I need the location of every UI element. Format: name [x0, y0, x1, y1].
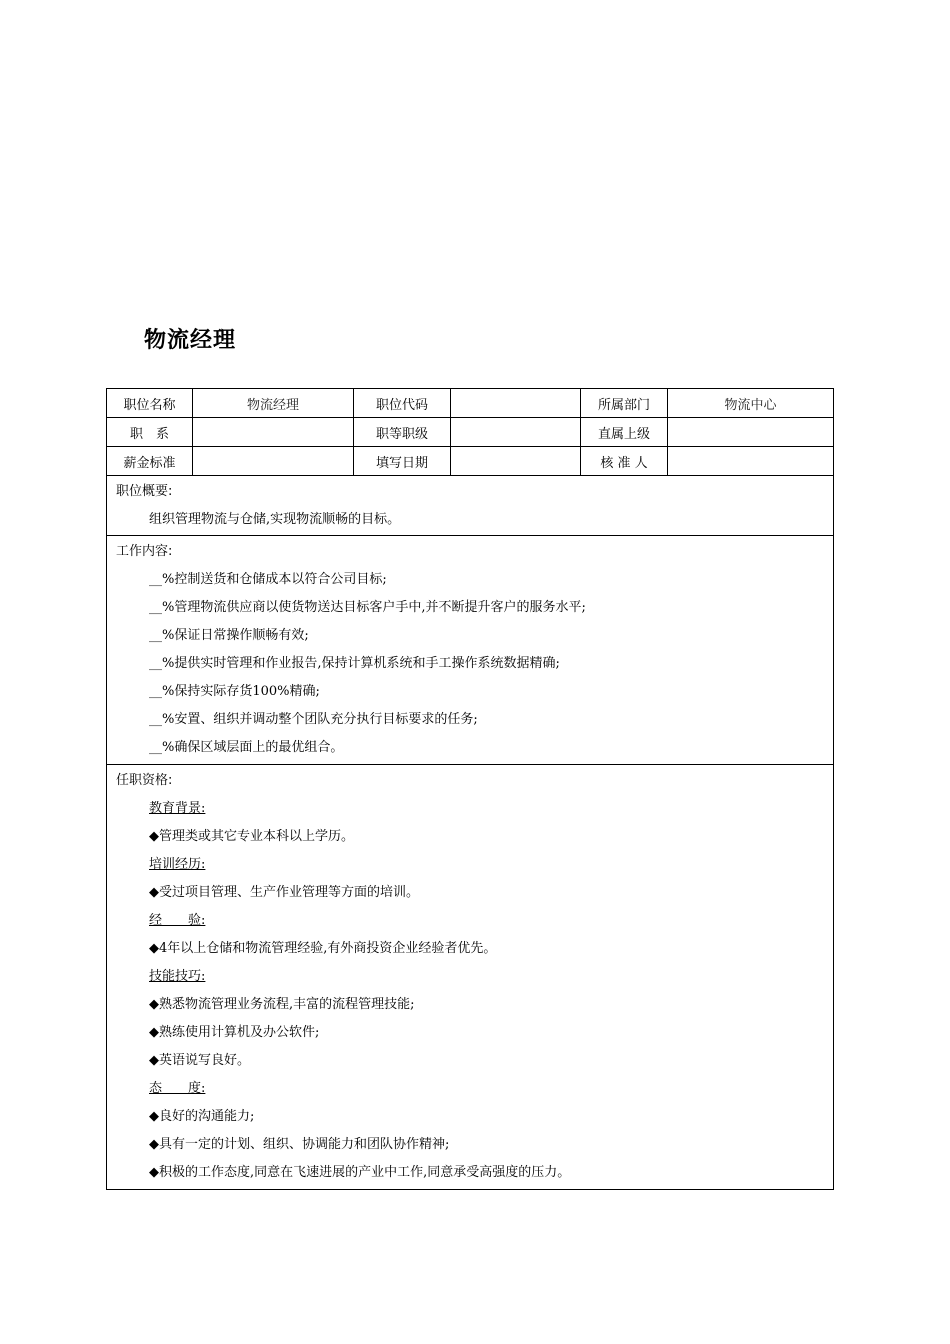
qualification-item: ◆熟练使用计算机及办公软件;	[149, 1025, 320, 1040]
work-section	[107, 536, 834, 765]
value-department: 物流中心	[668, 389, 834, 418]
job-description-table	[106, 388, 834, 1190]
work-item: __%提供实时管理和作业报告,保持计算机系统和手工操作系统数据精确;	[149, 656, 560, 671]
training-subheading: 培训经历:	[149, 857, 206, 872]
work-row	[107, 536, 834, 765]
work-item: __%确保区域层面上的最优组合。	[149, 740, 344, 755]
qualification-item: ◆积极的工作态度,同意在飞速进展的产业中工作,同意承受高强度的压力。	[149, 1165, 571, 1180]
label-position-code: 职位代码	[354, 389, 451, 418]
work-item: __%安置、组织并调动整个团队充分执行目标要求的任务;	[149, 712, 478, 727]
label-supervisor: 直属上级	[581, 418, 668, 447]
qualification-item: ◆良好的沟通能力;	[149, 1109, 255, 1124]
page-title: 物流经理	[144, 328, 237, 353]
label-grade-level: 职等职级	[354, 418, 451, 447]
qualification-item: ◆英语说写良好。	[149, 1053, 250, 1068]
experience-subheading: 经 验:	[149, 913, 206, 928]
work-heading: 工作内容:	[116, 544, 173, 559]
qualifications-heading: 任职资格:	[116, 773, 173, 788]
label-department: 所属部门	[581, 389, 668, 418]
work-item: __%保持实际存货100%精确;	[149, 684, 320, 699]
qualification-item: ◆熟悉物流管理业务流程,丰富的流程管理技能;	[149, 997, 415, 1012]
value-approver	[668, 447, 834, 476]
value-salary-standard	[193, 447, 354, 476]
qualification-item: ◆管理类或其它专业本科以上学历。	[149, 829, 354, 844]
education-subheading: 教育背景:	[149, 801, 206, 816]
qualification-item: ◆4年以上仓储和物流管理经验,有外商投资企业经验者优先。	[149, 941, 497, 956]
skills-subheading: 技能技巧:	[149, 969, 206, 984]
attitude-subheading: 态 度:	[149, 1081, 206, 1096]
value-grade-level	[451, 418, 581, 447]
header-row-1	[107, 389, 834, 418]
work-item: __%管理物流供应商以使货物送达目标客户手中,并不断提升客户的服务水平;	[149, 600, 586, 615]
qualifications-row	[107, 765, 834, 1190]
value-fill-date	[451, 447, 581, 476]
label-job-family: 职 系	[107, 418, 193, 447]
label-fill-date: 填写日期	[354, 447, 451, 476]
work-item: __%保证日常操作顺畅有效;	[149, 628, 309, 643]
label-salary-standard: 薪金标准	[107, 447, 193, 476]
label-approver: 核 准 人	[581, 447, 668, 476]
value-position-name: 物流经理	[193, 389, 354, 418]
qualification-item: ◆具有一定的计划、组织、协调能力和团队协作精神;	[149, 1137, 450, 1152]
summary-section	[107, 476, 834, 536]
summary-heading: 职位概要:	[116, 483, 173, 499]
header-row-2	[107, 418, 834, 447]
qualifications-section	[107, 765, 834, 1190]
value-position-code	[451, 389, 581, 418]
summary-row	[107, 476, 834, 536]
value-supervisor	[668, 418, 834, 447]
work-item: __%控制送货和仓储成本以符合公司目标;	[149, 572, 387, 587]
label-position-name: 职位名称	[107, 389, 193, 418]
summary-text: 组织管理物流与仓储,实现物流顺畅的目标。	[149, 511, 401, 527]
qualification-item: ◆受过项目管理、生产作业管理等方面的培训。	[149, 885, 419, 900]
value-job-family	[193, 418, 354, 447]
header-row-3	[107, 447, 834, 476]
